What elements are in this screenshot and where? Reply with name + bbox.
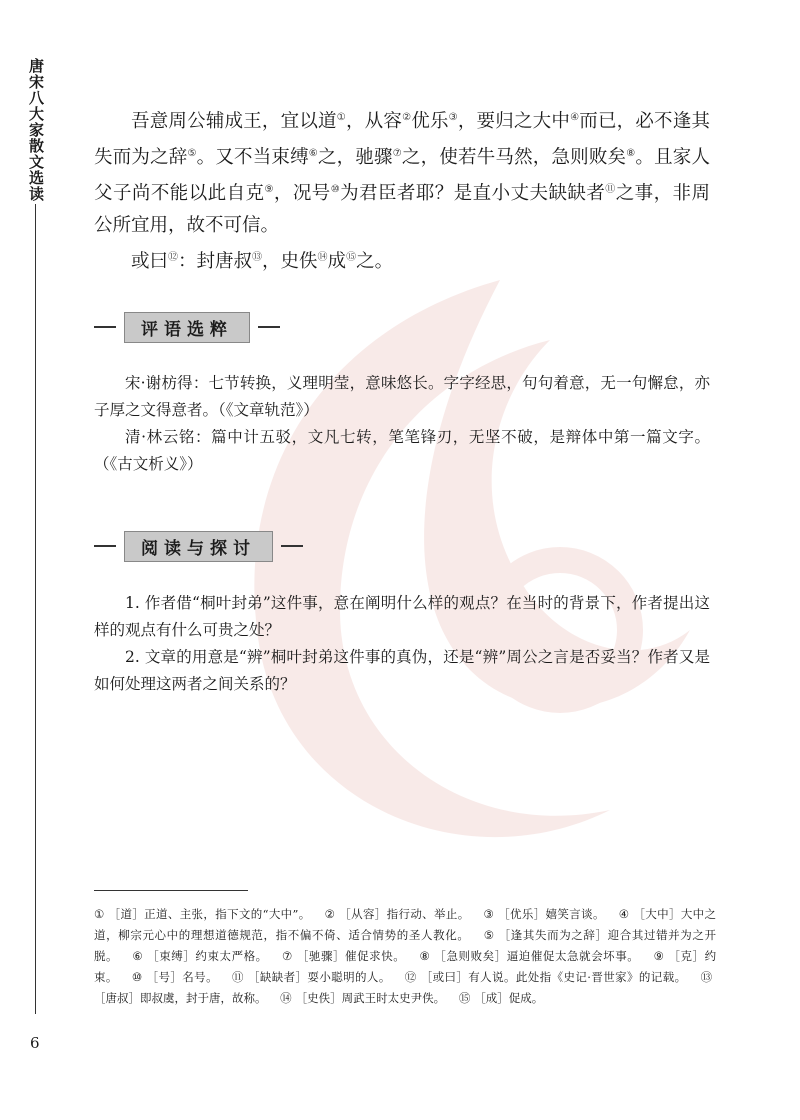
footnote-marker[interactable]: ⑭ xyxy=(317,252,328,264)
footnote-marker[interactable]: ⑨ xyxy=(264,184,274,196)
footnote-marker[interactable]: ① xyxy=(336,112,346,123)
footnote-number: ⑦ xyxy=(281,949,293,963)
footnotes xyxy=(94,904,716,1009)
footnote-text: ［逢其失而为之辞］迎合其过错并为之开脱。 xyxy=(94,928,717,963)
footnote-marker[interactable]: ⑮ xyxy=(346,252,357,264)
heading-rule-left xyxy=(94,326,116,328)
footnote-text: ［史佚］周武王时太史尹佚。 xyxy=(295,991,446,1005)
footnote-number: ⑥ xyxy=(132,949,144,963)
body-text-run: 之，使若牛马然，急则败矣 xyxy=(401,147,627,169)
body-text-run: 之，驰骤 xyxy=(317,147,393,169)
footnote-number: ⑬ xyxy=(700,970,713,984)
footnote-item xyxy=(282,949,405,963)
footnote-marker[interactable]: ⑫ xyxy=(168,252,179,264)
footnote-number: ② xyxy=(324,907,336,921)
body-text-run: 或曰 xyxy=(131,251,169,273)
section-heading-reading xyxy=(94,532,303,560)
body-text-run: 之。 xyxy=(356,251,394,273)
seal-watermark-icon xyxy=(170,250,730,890)
section-heading-label: 评语选粹 xyxy=(124,312,250,343)
book-title-vertical: 唐宋八大家散文选读 xyxy=(27,58,45,202)
footnote-number: ⑧ xyxy=(419,949,431,963)
footnote-text: ［束缚］约束太严格。 xyxy=(147,949,268,963)
body-text-run: 而已，必不逢其失而为之辞 xyxy=(94,111,710,169)
footnote-marker[interactable]: ③ xyxy=(448,112,458,123)
footnote-item xyxy=(132,949,267,963)
footnote-text: ［克］约束。 xyxy=(94,949,717,984)
footnote-text: ［道］正道、主张，指下文的“大中”。 xyxy=(108,907,311,921)
footnote-item xyxy=(325,907,470,921)
footnote-number: ⑮ xyxy=(458,991,471,1005)
body-text-run: ，史佚 xyxy=(262,251,318,273)
footnote-item xyxy=(405,970,687,984)
footnote-number: ⑫ xyxy=(404,970,417,984)
footnote-item xyxy=(94,907,311,921)
footnote-marker[interactable]: ⑧ xyxy=(626,148,636,160)
footnote-number: ① xyxy=(94,907,105,921)
footnote-number: ⑪ xyxy=(232,970,244,984)
body-paragraph-2 xyxy=(94,242,710,278)
footnote-text: ［驰骤］催促求快。 xyxy=(296,949,406,963)
question-item: 2. 文章的用意是“辨”桐叶封弟这件事的真伪，还是“辨”周公之言是否妥当？作者又是如何处理这两者之间关系的？ xyxy=(94,648,710,693)
body-text-run: 吾意周公辅成王，宜以道 xyxy=(131,111,337,133)
footnote-text: ［大中］大中之道，柳宗元心中的理想道德规范，指不偏不倚、适合情势的圣人教化。 xyxy=(94,907,717,942)
side-divider xyxy=(35,204,36,1014)
questions-block xyxy=(94,590,710,698)
comment-item: 宋·谢枋得：七节转换，义理明莹，意味悠长。字字经思，句句着意，无一句懈怠，亦子厚之文得意者。（《文章轨范》） xyxy=(94,374,710,419)
footnote-item xyxy=(484,907,605,921)
footnote-number: ⑭ xyxy=(280,991,292,1005)
footnote-marker[interactable]: ④ xyxy=(570,112,580,123)
footnote-marker[interactable]: ⑤ xyxy=(187,148,197,160)
footnote-number: ③ xyxy=(483,907,495,921)
main-text xyxy=(94,102,710,279)
footnote-number: ⑩ xyxy=(131,970,143,984)
heading-rule-right xyxy=(281,545,303,547)
body-text-run: 优乐 xyxy=(411,111,449,133)
body-text-run: ，况号 xyxy=(273,183,331,205)
footnote-number: ⑤ xyxy=(483,928,495,942)
heading-rule-right xyxy=(258,326,280,328)
footnote-marker[interactable]: ⑥ xyxy=(308,148,318,160)
page-number: 6 xyxy=(30,1034,40,1052)
section-heading-label: 阅读与探讨 xyxy=(124,531,273,562)
heading-rule-left xyxy=(94,545,116,547)
body-text-run: 成 xyxy=(327,251,347,273)
body-text-run: 。又不当束缚 xyxy=(196,147,309,169)
footnote-text: ［急则败矣］逼迫催促太急就会坏事。 xyxy=(434,949,640,963)
footnote-text: ［优乐］嬉笑言谈。 xyxy=(498,907,605,921)
section-heading-comments xyxy=(94,313,280,341)
comments-block xyxy=(94,370,710,478)
body-text-run: 之事，非周公所宜用，故不可信。 xyxy=(94,183,710,237)
footnote-marker[interactable]: ⑩ xyxy=(330,184,341,196)
footnote-item xyxy=(280,991,445,1005)
footnote-marker[interactable]: ⑦ xyxy=(392,148,402,160)
footnote-text: ［从容］指行动、举止。 xyxy=(339,907,470,921)
footnote-marker[interactable]: ⑬ xyxy=(252,252,263,264)
footnote-item xyxy=(232,970,391,984)
footnote-text: ［成］促成。 xyxy=(474,991,544,1005)
body-text-run: 。且家人父子尚不能以此自克 xyxy=(94,147,710,205)
footnote-text: ［号］名号。 xyxy=(146,970,218,984)
body-text-run: ，从容 xyxy=(345,111,403,133)
question-item: 1. 作者借“桐叶封弟”这件事，意在阐明什么样的观点？在当时的背景下，作者提出这样的观点有什么可贵之处？ xyxy=(94,594,710,639)
footnote-item xyxy=(420,949,640,963)
body-text-run: ：封唐叔 xyxy=(178,251,253,273)
body-text-run: 为君臣者耶？是直小丈夫缺缺者 xyxy=(340,183,606,205)
footnote-divider xyxy=(94,890,248,891)
comment-item: 清·林云铭：篇中计五驳，文凡七转，笔笔锋刃，无坚不破，是辩体中第一篇文字。（《古文析义》） xyxy=(94,428,710,473)
footnote-number: ⑨ xyxy=(653,949,665,963)
body-paragraph-1 xyxy=(94,102,710,242)
body-text-run: ，要归之大中 xyxy=(457,111,571,133)
footnote-item xyxy=(132,970,218,984)
footnote-marker[interactable]: ⑪ xyxy=(605,184,616,196)
footnote-number: ④ xyxy=(618,907,630,921)
footnote-item xyxy=(459,991,544,1005)
footnote-marker[interactable]: ② xyxy=(402,112,412,123)
footnote-text: ［缺缺者］耍小聪明的人。 xyxy=(247,970,391,984)
footnote-text: ［唐叔］即叔虞，封于唐，故称。 xyxy=(94,991,267,1005)
footnote-text: ［或曰］有人说。此处指《史记·晋世家》的记载。 xyxy=(420,970,687,984)
